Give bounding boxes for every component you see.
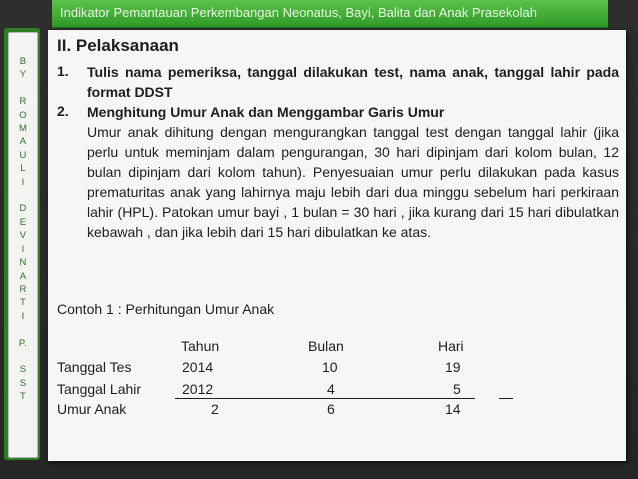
column-header-hari: Hari (438, 338, 464, 354)
column-header-bulan: Bulan (308, 338, 344, 354)
header-bar (52, 0, 608, 28)
tanggal-tes-bulan: 10 (322, 359, 338, 375)
tanggal-tes-tahun: 2014 (182, 359, 214, 375)
tanggal-tes-hari: 19 (445, 359, 461, 375)
header-title: Indikator Pemantauan Perkembangan Neonatus, Bayi, Balita dan Anak Prasekolah (60, 5, 537, 20)
umur-anak-bulan: 6 (327, 401, 335, 417)
tanggal-lahir-hari: 5 (453, 381, 461, 397)
subtraction-line-end (499, 398, 513, 399)
example-title: Contoh 1 : Perhitungan Umur Anak (57, 301, 275, 317)
column-header-tahun: Tahun (181, 338, 220, 354)
item-2-body: Umur anak dihitung dengan mengurangkan tanggal test dengan tanggal lahir (jika perlu untuk meminjam dalam pengurangan, 30 hari dipinjam dari kolom bulan, 12 bulan dipinjam dari kolom tahun). Penyesuaian umur perlu dilakukan pada kasus prematuritas anak yang lahirnya maju lebih dari dua minggu sebelum hari perkiraan lahir (HPL). Patokan umur bayi , 1 bulan = 30 hari , jika kurang dari 15 hari dibulatkan kebawah , dan jika lebih dari 15 hari dibulatkan ke atas. (87, 124, 619, 240)
umur-anak-hari: 14 (445, 401, 461, 417)
row-label-umur-anak: Umur Anak (57, 401, 127, 417)
tanggal-lahir-tahun: 2012 (182, 381, 214, 397)
item-2-heading: Menghitung Umur Anak dan Menggambar Garis Umur (87, 104, 445, 120)
row-label-tanggal-lahir: Tanggal Lahir (57, 381, 142, 397)
row-label-tanggal-tes: Tanggal Tes (57, 359, 132, 375)
section-title: II. Pelaksanaan (57, 36, 179, 55)
side-label-box (8, 32, 38, 458)
umur-anak-tahun: 2 (211, 401, 219, 417)
vertical-author-text: B Y R O M A U L I D E V I N A R T I P. S S T (18, 56, 28, 403)
item-number-2: 2. (57, 103, 69, 119)
item-1-text: Tulis nama pemeriksa, tanggal dilakukan test, nama anak, tanggal lahir pada format DDST (87, 64, 619, 100)
item-number-1: 1. (57, 63, 69, 79)
side-panel (4, 28, 40, 460)
subtraction-line (175, 398, 475, 399)
tanggal-lahir-bulan: 4 (327, 381, 335, 397)
content-panel (48, 30, 626, 461)
